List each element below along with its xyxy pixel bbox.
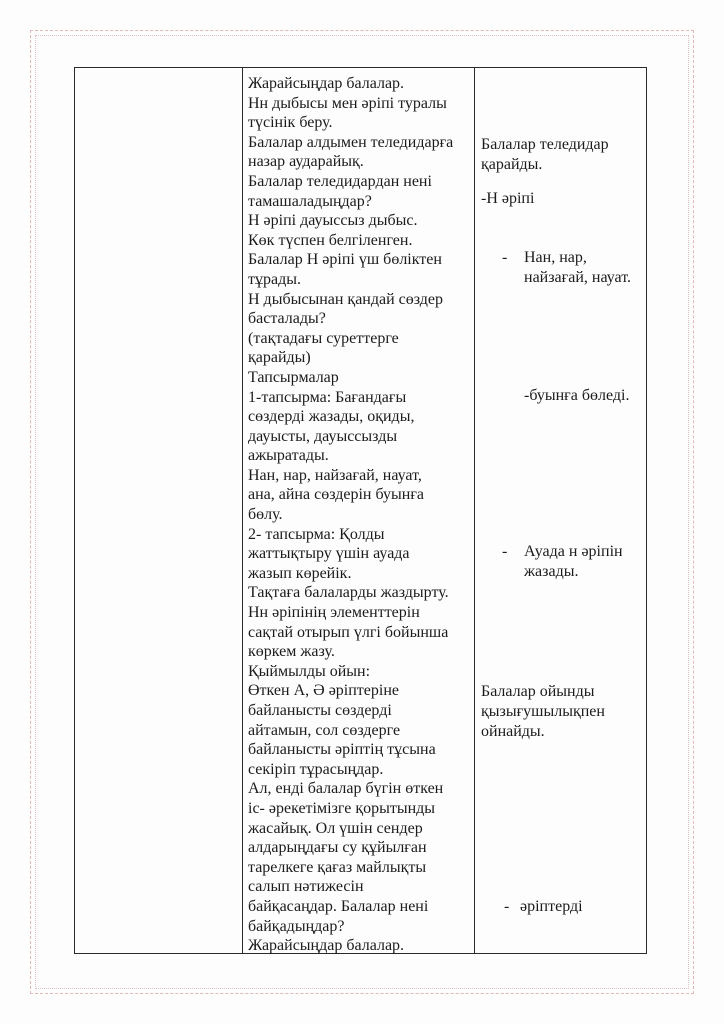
dash-bullet: - bbox=[502, 249, 508, 266]
teacher-text-line: көркем жазу. bbox=[248, 643, 335, 661]
student-game bbox=[481, 682, 605, 742]
teacher-text-line: бөлу. bbox=[248, 506, 283, 524]
student-game-line: қызығушылықпен bbox=[481, 703, 605, 720]
teacher-text-line: ана, айна сөздерін буынға bbox=[248, 486, 424, 504]
student-watch-tv-line: қарайды. bbox=[481, 156, 543, 173]
teacher-text-line: байланысты сөздерді bbox=[248, 702, 392, 719]
teacher-text-line: Ал, енді балалар бүгін өткен bbox=[248, 780, 444, 798]
teacher-text-line: тұрады. bbox=[248, 270, 301, 288]
teacher-text-line: назар аударайық. bbox=[248, 153, 364, 171]
teacher-text-line: 1-тапсырма: Бағандағы bbox=[248, 388, 407, 406]
teacher-text-line: алдарыңдағы су құйылған bbox=[248, 839, 427, 857]
student-letters-result-text: әріптерді bbox=[520, 898, 583, 915]
teacher-text-line: Тапсырмалар bbox=[248, 368, 339, 386]
teacher-activity-column bbox=[248, 74, 470, 956]
teacher-text-line: Көк түспен белгіленген. bbox=[248, 231, 413, 249]
teacher-text-line: Нан, нар, найзағай, науат, bbox=[248, 466, 422, 484]
student-watch-tv-line: Балалар теледидар bbox=[481, 136, 609, 153]
teacher-text-line: Тақтаға балаларды жаздырту. bbox=[248, 584, 449, 602]
teacher-text-line: байқасаңдар. Балалар нені bbox=[248, 897, 429, 915]
teacher-text-line: айтамын, сол сөздерге bbox=[248, 721, 401, 739]
teacher-text-line: Балалар алдымен теледидарға bbox=[248, 133, 454, 151]
dash-bullet: - bbox=[502, 543, 508, 560]
teacher-text-line: Нн дыбысы мен әріпі туралы bbox=[248, 94, 447, 112]
student-air-writing-line: жазады. bbox=[524, 563, 579, 580]
teacher-text-line: 2- тапсырма: Қолды bbox=[248, 525, 385, 543]
student-letter-n-text: -Н әріпі bbox=[481, 190, 535, 207]
student-air-writing bbox=[502, 542, 623, 582]
teacher-text-line: ажыратады. bbox=[248, 447, 329, 465]
teacher-text-line: Жарайсыңдар балалар. bbox=[248, 937, 405, 955]
teacher-text-line: дауысты, дауыссызды bbox=[248, 427, 398, 445]
teacher-text-line: Нн әріпінің элементтерін bbox=[248, 604, 420, 622]
student-words bbox=[502, 248, 631, 288]
student-syllables bbox=[524, 386, 629, 406]
teacher-text-line: Н әріпі дауыссыз дыбыс. bbox=[248, 212, 418, 230]
student-letters-result bbox=[504, 897, 583, 917]
student-syllables-text: -буынға бөледі. bbox=[524, 387, 630, 404]
dash-bullet: - bbox=[504, 898, 510, 915]
column-divider-left bbox=[242, 68, 243, 953]
teacher-text-line: (тақтадағы суреттерге bbox=[248, 329, 399, 347]
student-words-line: Нан, нар, bbox=[524, 249, 587, 266]
student-game-line: ойнайды. bbox=[481, 723, 545, 740]
teacher-text-line: байланысты әріптің тұсына bbox=[248, 741, 436, 759]
teacher-text-line: Жарайсыңдар балалар. bbox=[248, 75, 405, 92]
lesson-table bbox=[74, 67, 647, 954]
teacher-text-line: жазып көрейік. bbox=[248, 564, 352, 582]
student-game-line: Балалар ойынды bbox=[481, 683, 595, 700]
teacher-text-line: тарелкеге қағаз майлықты bbox=[248, 858, 427, 876]
teacher-text-line: Өткен А, Ә әріптеріне bbox=[248, 682, 400, 700]
teacher-text-line: тамашаладыңдар? bbox=[248, 192, 372, 210]
teacher-text-line: сөздерді жазады, оқиды, bbox=[248, 408, 415, 426]
teacher-text-line: қарайды) bbox=[248, 349, 311, 367]
column-divider-right bbox=[474, 68, 475, 953]
teacher-text-line: сақтай отырып үлгі бойынша bbox=[248, 623, 449, 641]
student-words-line: найзағай, науат. bbox=[524, 269, 631, 286]
teacher-text-line: Қыймылды ойын: bbox=[248, 662, 371, 680]
teacher-text-line: салып нәтижесін bbox=[248, 878, 364, 896]
teacher-text-line: басталады? bbox=[248, 310, 326, 328]
teacher-text-line: Балалар теледидардан нені bbox=[248, 172, 432, 190]
teacher-text-line: түсінік беру. bbox=[248, 114, 333, 132]
teacher-text-line: Н дыбысынан қандай сөздер bbox=[248, 290, 444, 308]
student-watch-tv bbox=[481, 135, 609, 175]
student-letter-n bbox=[481, 189, 534, 209]
teacher-text-line: Балалар Н әріпі үш бөліктен bbox=[248, 251, 442, 269]
teacher-text-line: жасайық. Ол үшін сендер bbox=[248, 819, 423, 837]
teacher-text-line: секіріп тұрасыңдар. bbox=[248, 760, 384, 778]
teacher-text-line: іс- әрекетімізге қорытынды bbox=[248, 799, 436, 817]
teacher-text-line: жаттықтыру үшін ауада bbox=[248, 545, 410, 563]
teacher-text-line: байқадыңдар? bbox=[248, 917, 345, 935]
student-air-writing-line: Ауада н әріпін bbox=[524, 543, 623, 560]
